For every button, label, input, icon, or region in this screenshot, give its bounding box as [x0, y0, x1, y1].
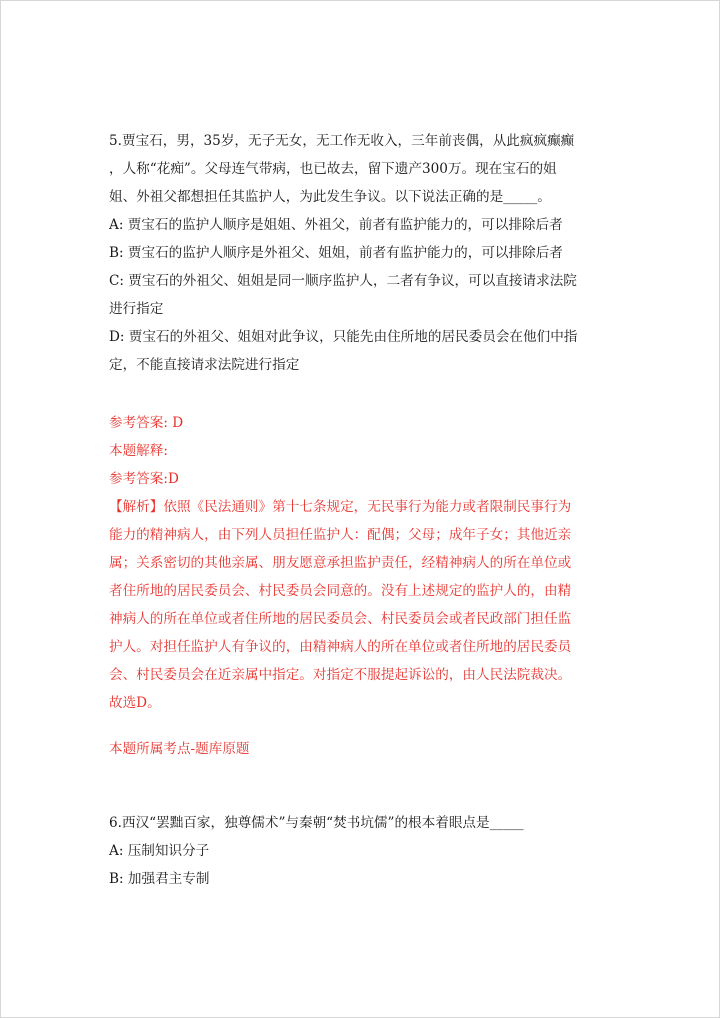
question-5-stem-line-2: ，人称“花痴”。父母连气带病，也已故去，留下遗产300万。现在宝石的姐 [109, 161, 557, 177]
question-5-option-c-line-1: C: 贾宝石的外祖父、姐姐是同一顺序监护人，二者有争议，可以直接请求法院 [109, 273, 577, 289]
analysis-line-4: 者住所地的居民委员会、村民委员会同意的。没有上述规定的监护人的，由精 [109, 583, 572, 599]
reference-answer: 参考答案: D [109, 415, 184, 431]
analysis-line-2: 能力的精神病人，由下列人员担任监护人：配偶；父母；成年子女；其他近亲 [109, 527, 572, 543]
question-6-stem: 6.西汉“罢黜百家，独尊儒术”与秦朝“焚书坑儒”的根本着眼点是_____ [109, 815, 524, 831]
question-5-option-b: B: 贾宝石的监护人顺序是外祖父、姐姐，前者有监护能力的，可以排除后者 [109, 245, 563, 261]
question-5-stem-line-1: 5.贾宝石，男，35岁，无子无女，无工作无收入，三年前丧偶，从此疯疯癫癫 [109, 133, 575, 149]
analysis-line-3: 属；关系密切的其他亲属、朋友愿意承担监护责任，经精神病人的所在单位或 [109, 555, 572, 571]
question-6-option-a: A: 压制知识分子 [109, 843, 210, 859]
analysis-line-1: 【解析】依照《民法通则》第十七条规定，无民事行为能力或者限制民事行为 [109, 499, 572, 515]
question-6 [109, 809, 614, 893]
answer-section [109, 409, 614, 763]
explanation-label: 本题解释: [109, 443, 168, 459]
analysis-line-7: 会、村民委员会在近亲属中指定。对指定不服提起诉讼的，由人民法院裁决。 [109, 667, 572, 683]
analysis-line-6: 护人。对担任监护人有争议的，由精神病人的所在单位或者住所地的居民委员 [109, 639, 572, 655]
question-5-stem-line-3: 姐、外祖父都想担任其监护人，为此发生争议。以下说法正确的是_____。 [109, 189, 551, 205]
reference-answer-2: 参考答案:D [109, 471, 179, 487]
question-5-option-d-line-2: 定，不能直接请求法院进行指定 [109, 357, 300, 373]
question-6-option-b: B: 加强君主专制 [109, 871, 210, 887]
analysis-line-8: 故选D。 [109, 695, 161, 711]
question-5-option-c-line-2: 进行指定 [109, 301, 164, 317]
topic-label: 本题所属考点-题库原题 [109, 741, 250, 757]
question-5-option-a: A: 贾宝石的监护人顺序是姐姐、外祖父，前者有监护能力的，可以排除后者 [109, 217, 563, 233]
page-content [109, 127, 614, 893]
question-5 [109, 127, 614, 379]
question-5-option-d-line-1: D: 贾宝石的外祖父、姐姐对此争议，只能先由住所地的居民委员会在他们中指 [109, 329, 578, 345]
analysis-line-5: 神病人的所在单位或者住所地的居民委员会、村民委员会或者民政部门担任监 [109, 611, 572, 627]
